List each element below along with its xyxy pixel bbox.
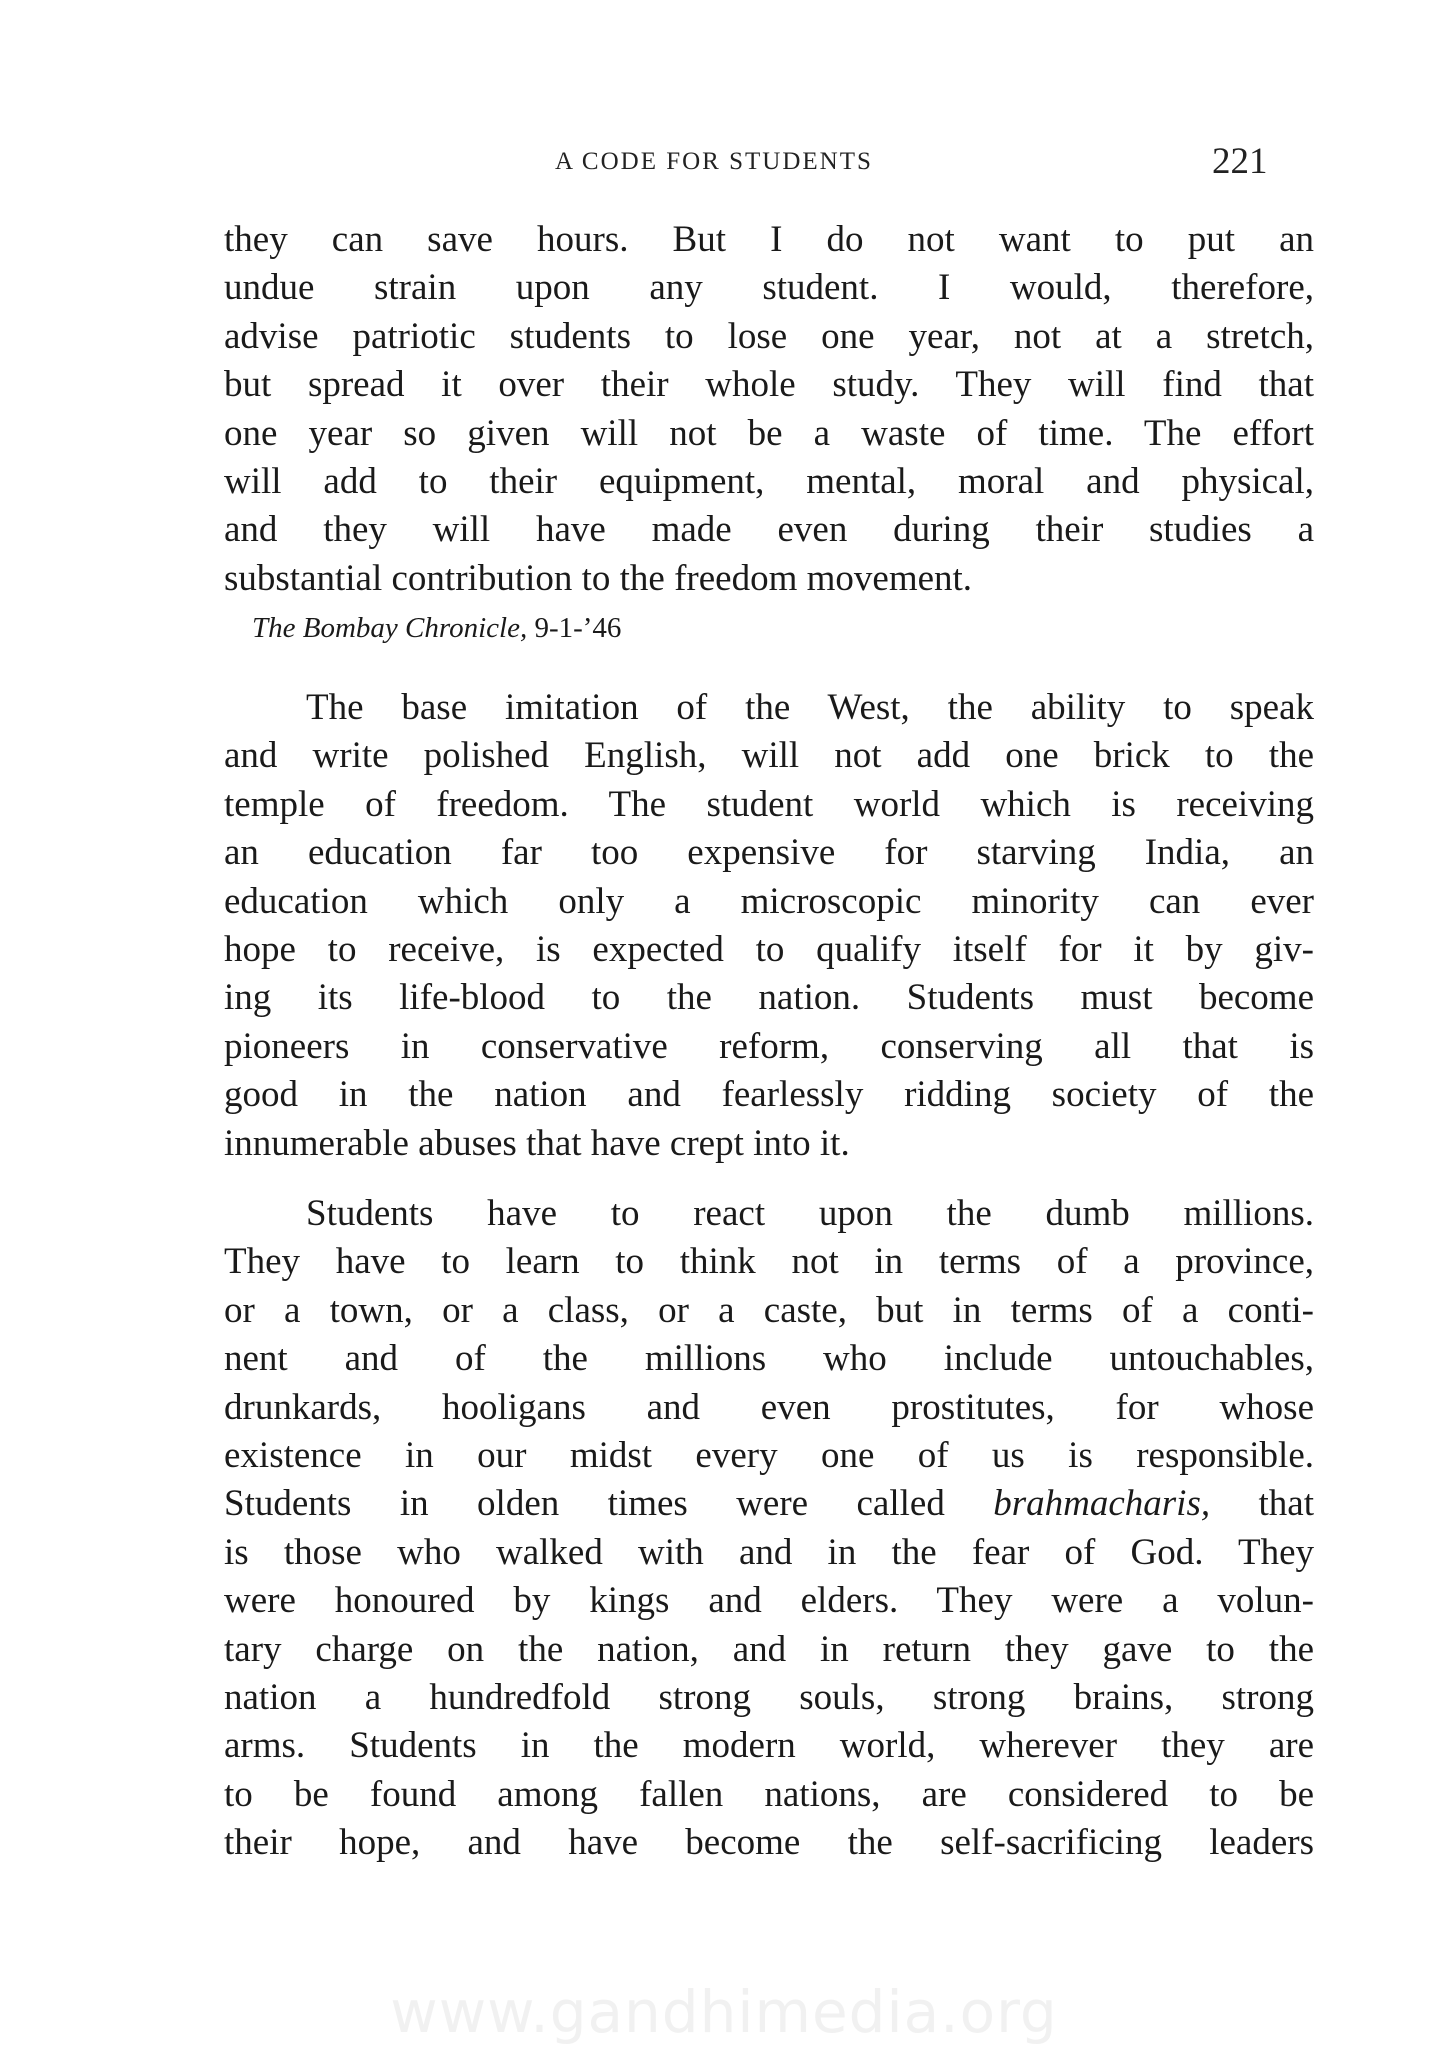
text-line: were honoured by kings and elders. They were a volun- xyxy=(224,1580,1314,1622)
text-line: they can save hours. But I do not want to put an xyxy=(224,219,1314,260)
text-line: existence in our midst every one of us is responsible. xyxy=(224,1434,1314,1476)
text-line: good in the nation and fearlessly ridding society of the xyxy=(224,1074,1314,1116)
text-line: and they will have made even during their studies a xyxy=(224,509,1314,551)
page-number: 221 xyxy=(1212,141,1268,182)
text-line: innumerable abuses that have crept into it. xyxy=(224,1122,850,1164)
text-line: nation a hundredfold strong souls, strong brains, strong xyxy=(224,1676,1314,1718)
text-line: their hope, and have become the self-sacrificing leaders xyxy=(224,1822,1314,1864)
text-line: education which only a microscopic minority can ever xyxy=(224,880,1314,922)
text-line: drunkards, hooligans and even prostitutes, for whose xyxy=(224,1386,1314,1428)
italic-term: brahmacharis, xyxy=(993,1483,1211,1525)
text-line: but spread it over their whole study. They will find that xyxy=(224,364,1314,406)
text-line: nent and of the millions who include untouchables, xyxy=(224,1338,1314,1380)
source-citation xyxy=(252,612,621,645)
text-line: pioneers in conservative reform, conserving all that is xyxy=(224,1025,1314,1067)
text-line: The base imitation of the West, the ability to speak xyxy=(306,687,1314,728)
text-line: is those who walked with and in the fear of God. They xyxy=(224,1531,1314,1573)
text-line: substantial contribution to the freedom movement. xyxy=(224,557,973,599)
text-line: will add to their equipment, mental, moral and physical, xyxy=(224,460,1314,502)
source-date: 9-1-’46 xyxy=(534,612,622,644)
text-line: tary charge on the nation, and in return they gave to the xyxy=(224,1628,1314,1670)
paragraph-3 xyxy=(224,1190,1314,1867)
text-line: Students have to react upon the dumb millions. xyxy=(306,1193,1314,1234)
text-line: undue strain upon any student. I would, therefore, xyxy=(224,267,1314,309)
watermark: www.gandhimedia.org xyxy=(390,1978,1058,2046)
text-line: hope to receive, is expected to qualify itself for it by giv- xyxy=(224,928,1314,970)
text-line: to be found among fallen nations, are considered to be xyxy=(224,1773,1314,1815)
source-publication: The Bombay Chronicle, xyxy=(252,612,528,644)
running-title: A CODE FOR STUDENTS xyxy=(555,148,873,175)
text-line-with-italic xyxy=(224,1480,1314,1528)
text-line: an education far too expensive for starving India, an xyxy=(224,832,1314,874)
text-line: or a town, or a class, or a caste, but in terms of a conti- xyxy=(224,1289,1314,1331)
text-line: arms. Students in the modern world, wherever they are xyxy=(224,1725,1314,1767)
text-line: and write polished English, will not add one brick to the xyxy=(224,735,1314,777)
paragraph-1 xyxy=(224,216,1314,603)
text-line: one year so given will not be a waste of time. The effort xyxy=(224,412,1314,454)
text-line: They have to learn to think not in terms of a province, xyxy=(224,1241,1314,1283)
text-line: ing its life-blood to the nation. Students must become xyxy=(224,977,1314,1019)
text-fragment: that xyxy=(1210,1483,1314,1525)
text-fragment: Students in olden times were called xyxy=(224,1483,994,1525)
text-line: advise patriotic students to lose one year, not at a stretch, xyxy=(224,315,1314,357)
paragraph-2 xyxy=(224,684,1314,1168)
text-line: temple of freedom. The student world which is receiving xyxy=(224,783,1314,825)
